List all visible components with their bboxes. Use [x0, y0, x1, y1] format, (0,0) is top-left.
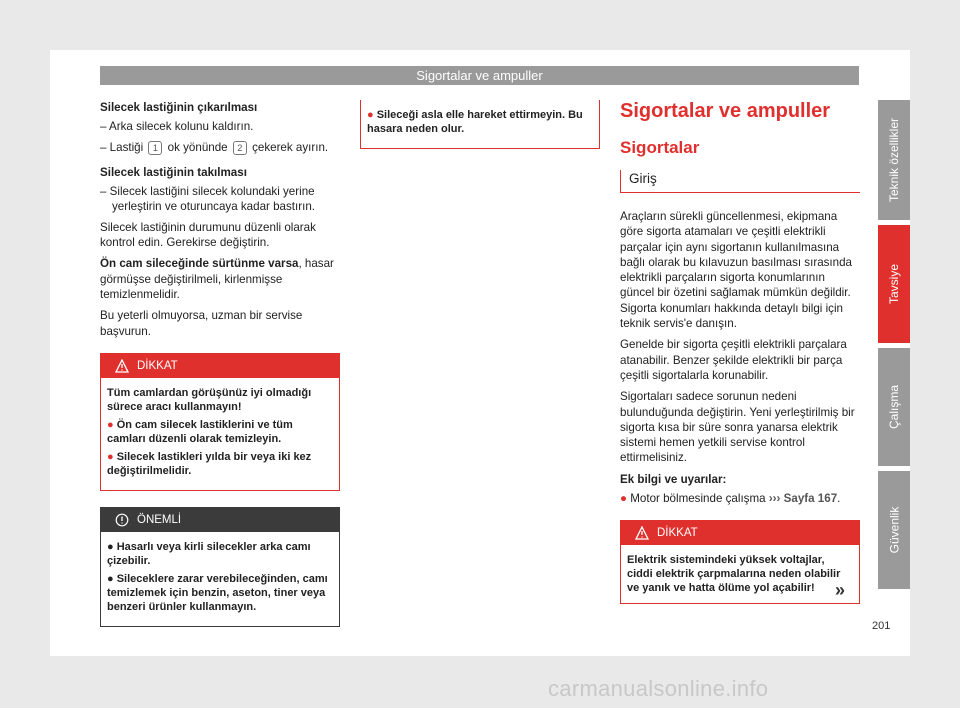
info-title: Ek bilgi ve uyarılar: — [620, 472, 727, 486]
warning-body — [361, 100, 599, 148]
tab-teknik-ozellikler[interactable] — [878, 100, 910, 220]
column-left — [100, 100, 340, 627]
warning-triangle-icon — [635, 526, 649, 540]
paragraph: Bu yeterli olmuyorsa, uzman bir servise başvurun. — [100, 309, 303, 338]
notice-item — [107, 572, 333, 614]
warning-item — [367, 108, 593, 136]
warning-triangle-icon — [115, 359, 129, 373]
callout-number: 2 — [233, 141, 247, 155]
paragraph-bold: Ön cam sileceğinde sürtünme varsa — [100, 257, 299, 271]
warning-body: Elektrik sistemindeki yüksek voltajlar, ciddi elektrik çarpmalarına neden olabilir ve yanık ve hatta ölüme yol açabilir! — [627, 554, 841, 595]
warning-item-text: Sileceği asla elle hareket ettirmeyin. Bu hasara neden olur. — [367, 109, 583, 135]
tab-label: Teknik özellikler — [887, 117, 901, 203]
warning-intro: Tüm camlardan görüşünüz iyi olmadığı sürece aracı kullanmayın! — [107, 386, 312, 413]
page-header: Sigortalar ve ampuller — [100, 66, 859, 85]
paragraph: Sigortaları sadece sorunun nedeni bulunduğunda değiştirin. Yeni yerleştirilmiş bir sigorta kısa bir süre sonra yanarsa elektrik sistemi hemen yetkili servise kontrol ettirmelisiniz. — [620, 390, 855, 465]
continue-marker: » — [835, 580, 846, 600]
bullet-icon: ● — [367, 109, 374, 121]
info-item — [620, 491, 860, 506]
warning-item — [107, 450, 333, 478]
link-arrow-icon: ››› — [768, 492, 781, 506]
tab-label: Güvenlik — [887, 506, 901, 554]
step: – Arka silecek kolunu kaldırın. — [100, 120, 254, 134]
warning-item — [107, 418, 333, 446]
column-right — [620, 100, 860, 604]
watermark: carmanualsonline.info — [548, 676, 769, 701]
warning-item-text: Silecek lastikleri yılda bir veya iki kez değiştirilmelidir. — [107, 450, 312, 477]
step-text: çekerek ayırın. — [252, 140, 329, 154]
paragraph — [100, 256, 340, 302]
paragraph-text: , hasar görmüşse değiştirilmeli, kirlenmişse temizlenmelidir. — [100, 257, 334, 301]
paragraph: Silecek lastiğinin durumunu düzenli olarak kontrol edin. Gerekirse değiştirin. — [100, 220, 316, 250]
callout-number: 1 — [148, 141, 162, 155]
warning-box-continued — [360, 100, 600, 149]
bullet-icon: ● — [107, 418, 114, 431]
bullet-icon: ● — [107, 572, 114, 585]
tab-label: Çalışma — [887, 384, 902, 430]
info-item-end: . — [837, 492, 841, 506]
step: – Silecek lastiğini silecek kolundaki yerine yerleştirin ve oturuncaya kadar bastırın. — [100, 185, 315, 214]
page-link[interactable] — [769, 492, 837, 505]
bullet-icon: ● — [107, 450, 114, 463]
section-title: Silecek lastiğinin takılması — [100, 165, 247, 179]
notice-item-text: Hasarlı veya kirli silecekler arka camı çizebilir. — [107, 540, 311, 567]
section-title: Sigortalar — [620, 138, 700, 157]
notice-header — [101, 508, 339, 532]
warning-title: DİKKAT — [137, 359, 178, 372]
warning-title: DİKKAT — [657, 527, 698, 540]
tab-calisma[interactable] — [878, 348, 910, 466]
paragraph: Genelde bir sigorta çeşitli elektrikli parçalara atanabilir. Benzer şekilde elektrikli bir parça çeşitli sigortalarla korunabilir. — [620, 338, 847, 382]
warning-box — [100, 353, 340, 491]
warning-box — [620, 520, 860, 604]
column-middle — [360, 100, 600, 149]
paragraph: Araçların sürekli güncellenmesi, ekipmana göre sigorta atamaları ve çeşitli elektrikli parçalar için aynı sigortanın kullanılmasına bağlı olarak bu kılavuzun basılması sırasında elektrikli parçaların sigorta konumlarının güncel bir özetini sağlamak mümkün değildir. Sigorta konumları hakkında detaylı bilgi için teknik servis'e danışın. — [620, 210, 852, 331]
notice-item-text: Sileceklere zarar verebileceğinden, camı temizlemek için benzin, aseton, tiner veya benzeri ürünler kullanmayın. — [107, 572, 328, 613]
step-text: – Lastiği — [100, 140, 144, 154]
warning-header — [101, 354, 339, 378]
section-title: Silecek lastiğinin çıkarılması — [100, 101, 258, 114]
notice-body — [101, 532, 339, 626]
tab-tavsiye[interactable] — [878, 225, 910, 343]
subsection-title: Giriş — [620, 170, 860, 193]
bullet-icon: ● — [620, 492, 628, 506]
notice-item — [107, 540, 333, 568]
warning-body — [101, 378, 339, 490]
bullet-icon: ● — [107, 540, 114, 553]
page-link-text: Sayfa 167 — [783, 492, 838, 506]
warning-item-text: Ön cam silecek lastiklerini ve tüm camları düzenli olarak temizleyin. — [107, 418, 293, 445]
info-item-text: Motor bölmesinde çalışma — [630, 492, 766, 506]
step — [100, 140, 340, 155]
warning-header — [621, 521, 859, 545]
step-text: ok yönünde — [167, 140, 228, 154]
notice-title: ÖNEMLİ — [137, 513, 182, 526]
notice-box — [100, 507, 340, 627]
tab-label: Tavsiye — [887, 263, 902, 305]
page-number: 201 — [872, 620, 891, 632]
chapter-title: Sigortalar ve ampuller — [620, 100, 831, 122]
tab-guvenlik[interactable] — [878, 471, 910, 589]
info-circle-icon — [115, 513, 129, 527]
